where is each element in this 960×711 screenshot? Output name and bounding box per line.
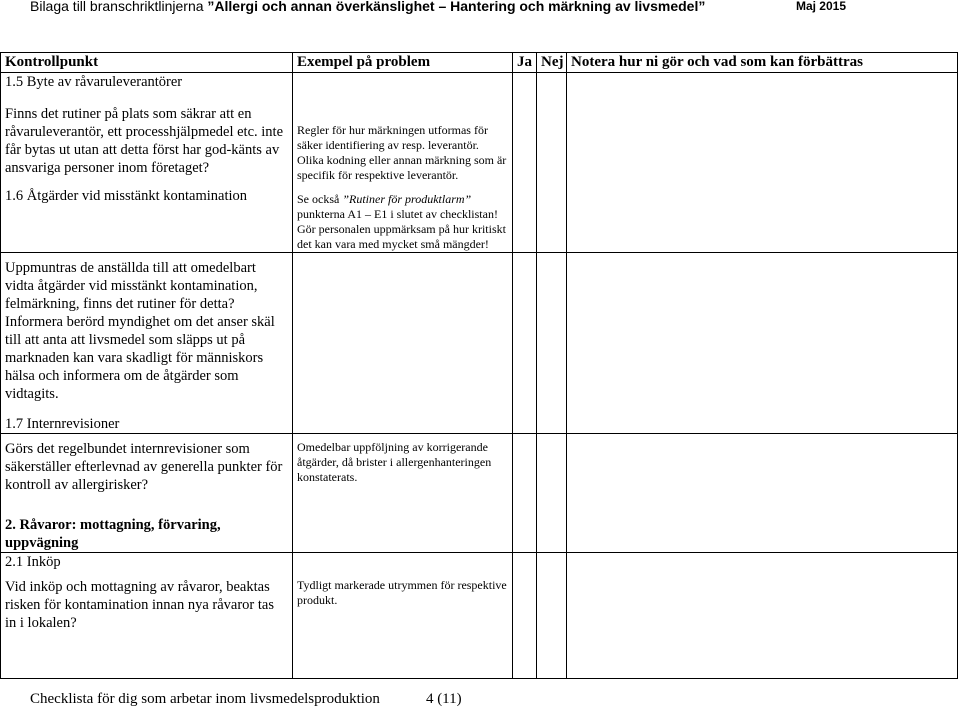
nej-cell[interactable] bbox=[537, 434, 567, 553]
footer-text: Checklista för dig som arbetar inom livsmedelsproduktion bbox=[30, 691, 380, 707]
table-header-row bbox=[1, 53, 958, 73]
page-number: 4 (11) bbox=[425, 691, 462, 707]
section-heading: 1.5 Byte av råvaruleverantörer bbox=[5, 74, 183, 90]
notera-cell[interactable] bbox=[567, 553, 958, 679]
page-footer bbox=[30, 691, 462, 708]
ja-cell[interactable] bbox=[513, 73, 537, 253]
kontrollpunkt-cell bbox=[1, 253, 293, 434]
col-header-exempel: Exempel på problem bbox=[293, 53, 513, 73]
col-header-notera: Notera hur ni gör och vad som kan förbättras bbox=[567, 53, 958, 73]
example-cell bbox=[293, 434, 513, 553]
example-cell bbox=[293, 253, 513, 434]
checklist-table bbox=[0, 52, 958, 679]
example-cell bbox=[293, 553, 513, 679]
ja-cell[interactable] bbox=[513, 434, 537, 553]
nej-cell[interactable] bbox=[537, 73, 567, 253]
ja-cell[interactable] bbox=[513, 553, 537, 679]
header-title: Bilaga till branschriktlinjerna ”Allergi och annan överkänslighet – Hantering och märkning av livsmedel” bbox=[30, 0, 706, 14]
kontrollpunkt-cell bbox=[1, 553, 293, 679]
example-cell bbox=[293, 73, 513, 253]
kontrollpunkt-cell bbox=[1, 73, 293, 253]
section-heading: 1.7 Internrevisioner bbox=[5, 416, 120, 432]
header-date: Maj 2015 bbox=[795, 0, 846, 13]
question-text: Finns det rutiner på plats som säkrar att en råvaruleverantör, ett processhjälpmedel etc. inte får bytas ut utan att detta först har god-känts av ansvariga personer inom företaget? bbox=[5, 106, 284, 176]
example-text: Tydligt markerade utrymmen för respektive produkt. bbox=[297, 578, 507, 607]
section-heading: 2. Råvaror: mottagning, förvaring, uppvägning bbox=[5, 517, 221, 551]
notera-cell[interactable] bbox=[567, 253, 958, 434]
col-header-nej: Nej bbox=[537, 53, 567, 73]
question-text: Uppmuntras de anställda till att omedelbart vidta åtgärder vid misstänkt kontamination, felmärkning, finns det rutiner för detta? Informera berörd myndighet om det anser skäl till att anta att livsmedel som släpps ut på marknaden kan vara skadligt för människors hälsa och informera om de åtgärder som vidtagits. bbox=[5, 260, 275, 402]
page-header bbox=[0, 0, 960, 22]
nej-cell[interactable] bbox=[537, 553, 567, 679]
col-header-ja: Ja bbox=[513, 53, 537, 73]
notera-cell[interactable] bbox=[567, 73, 958, 253]
question-text: Vid inköp och mottagning av råvaror, beaktas risken för kontamination innan nya råvaror tas in i lokalen? bbox=[5, 579, 274, 631]
table-row bbox=[1, 553, 958, 679]
example-text: Omedelbar uppföljning av korrigerande åtgärder, då brister i allergenhanteringen konstaterats. bbox=[297, 440, 492, 484]
question-text: Görs det regelbundet internrevisioner som säkerställer efterlevnad av generella punkter för kontroll av allergirisker? bbox=[5, 441, 283, 493]
kontrollpunkt-cell bbox=[1, 434, 293, 553]
notera-cell[interactable] bbox=[567, 434, 958, 553]
col-header-kontrollpunkt: Kontrollpunkt bbox=[1, 53, 293, 73]
section-heading: 1.6 Åtgärder vid misstänkt kontamination bbox=[5, 188, 248, 204]
example-text: Se också ”Rutiner för produktlarm” punkterna A1 – E1 i slutet av checklistan! Gör personalen uppmärksam på hur kritiskt det kan vara med mycket små mängder! bbox=[297, 192, 506, 251]
section-subheading: 2.1 Inköp bbox=[5, 554, 61, 570]
table-row bbox=[1, 253, 958, 434]
nej-cell[interactable] bbox=[537, 253, 567, 434]
table-row bbox=[1, 434, 958, 553]
table-row bbox=[1, 73, 958, 253]
ja-cell[interactable] bbox=[513, 253, 537, 434]
example-text: Regler för hur märkningen utformas för säker identifiering av resp. leverantör. Olika kodning eller annan märkning som är specifik för respektive leverantör. bbox=[297, 123, 507, 182]
